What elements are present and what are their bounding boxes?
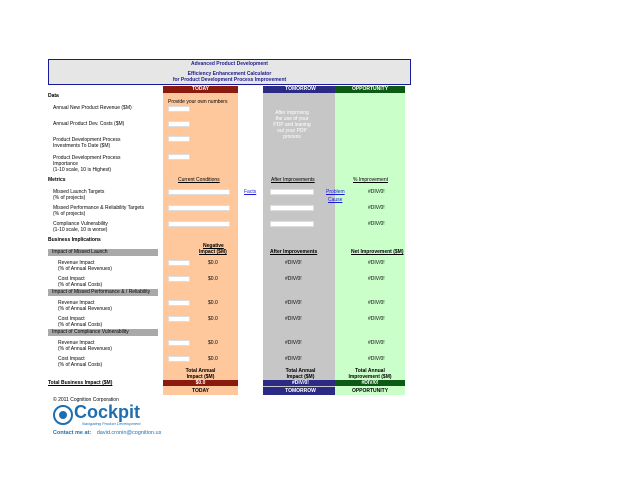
impact-input[interactable] xyxy=(168,316,190,322)
tomorrow-column-header: TOMORROW xyxy=(263,86,338,93)
negative-impact-header-1: Negative xyxy=(203,243,224,249)
impact-after-value: #DIV/0! xyxy=(285,276,302,282)
metric-sublabel: (1-10 scale, 10 is worse) xyxy=(53,227,108,233)
missed-launch-after-input[interactable] xyxy=(270,189,314,195)
metric-sublabel: (% of projects) xyxy=(53,211,86,217)
missed-launch-current-input[interactable] xyxy=(168,189,230,195)
data-label-importance-1: Product Development Process xyxy=(53,155,121,161)
impact-row-label: Revenue Impact xyxy=(58,300,95,306)
investments-input[interactable] xyxy=(168,136,190,142)
opportunity-column xyxy=(335,86,405,395)
contact-email[interactable]: david.cronin@cognition.us xyxy=(96,430,162,436)
after-improvements-header: After Improvements xyxy=(270,249,318,255)
impact-input[interactable] xyxy=(168,276,190,282)
tomorrow-note-line: process xyxy=(283,134,301,140)
impact-value: $0.0 xyxy=(208,316,218,322)
impact-section-header: Impact of Missed Performance & / Reliability xyxy=(48,289,158,296)
impact-row-label: Revenue Impact xyxy=(58,340,95,346)
opportunity-column-header: OPPORTUNITY xyxy=(335,86,405,93)
total-header-line: Total Annual xyxy=(355,368,385,374)
header-line1: Advanced Product Development xyxy=(191,61,268,67)
impact-net-value: #DIV/0! xyxy=(368,260,385,266)
calculator-header xyxy=(48,59,411,85)
header-line3: for Product Development Process Improvement xyxy=(172,77,287,83)
tomorrow-note-line: PDP and leaning xyxy=(273,122,311,128)
negative-impact-header-2: Impact ($M) xyxy=(199,249,227,255)
today-column xyxy=(163,86,238,395)
data-label-investments-1: Product Development Process xyxy=(53,137,121,143)
problem-link[interactable]: Problem xyxy=(326,189,345,195)
impact-value: $0.0 xyxy=(208,260,218,266)
opportunity-footer-label: OPPORTUNITY xyxy=(335,387,405,395)
impact-row-label: Revenue Impact xyxy=(58,260,95,266)
impact-row-sublabel: (% of Annual Costs) xyxy=(58,362,103,368)
impact-input[interactable] xyxy=(168,356,190,362)
impact-row-label: Cost Impact xyxy=(58,356,85,362)
tomorrow-note-line: After improving xyxy=(275,110,309,116)
opportunity-total-value: #DIV/0! xyxy=(335,380,405,386)
cockpit-logo-icon xyxy=(52,405,74,425)
tomorrow-note-line: the use of your xyxy=(275,116,309,122)
total-business-impact-label: Total Business Impact ($M) xyxy=(48,380,113,386)
impact-after-value: #DIV/0! xyxy=(285,356,302,362)
total-header-line: Total Annual xyxy=(285,368,316,374)
impact-value: $0.0 xyxy=(208,300,218,306)
impact-after-value: #DIV/0! xyxy=(285,260,302,266)
compliance-after-input[interactable] xyxy=(270,221,314,227)
cockpit-logo-text: Cockpit xyxy=(74,402,141,422)
tomorrow-note-line: out your PDP xyxy=(277,128,307,134)
impact-section-header: Impact of Missed Launch xyxy=(48,249,158,256)
total-header-line: Improvement ($M) xyxy=(348,374,392,380)
metric-label: Missed Performance & Reliability Targets xyxy=(53,205,145,211)
header-line2: Efficiency Enhancement Calculator xyxy=(187,71,272,77)
impact-row-sublabel: (% of Annual Costs) xyxy=(58,322,103,328)
revenue-input[interactable] xyxy=(168,106,190,112)
tomorrow-note xyxy=(263,110,321,140)
cockpit-logo xyxy=(52,404,152,426)
data-label-costs: Annual Product Dev. Costs ($M) xyxy=(53,121,125,127)
tomorrow-total-header xyxy=(263,368,338,380)
cause-link[interactable]: Cause xyxy=(328,197,343,203)
opportunity-total-header xyxy=(335,368,405,380)
contact-line xyxy=(53,430,161,437)
today-total-header xyxy=(163,368,238,380)
metric-pct-value: #DIV/0! xyxy=(368,221,385,227)
impact-value: $0.0 xyxy=(208,340,218,346)
missed-performance-current-input[interactable] xyxy=(168,205,230,211)
compliance-current-input[interactable] xyxy=(168,221,230,227)
impact-input[interactable] xyxy=(168,340,190,346)
cockpit-tagline: Navigating Product Development xyxy=(82,421,141,426)
impact-row-sublabel: (% of Annual Revenues) xyxy=(58,306,112,312)
impact-net-value: #DIV/0! xyxy=(368,300,385,306)
impact-row-label: Cost Impact xyxy=(58,316,85,322)
total-header-line: Total Annual xyxy=(185,368,216,374)
impact-row-sublabel: (% of Annual Revenues) xyxy=(58,266,112,272)
data-label-importance-3: (1-10 scale, 10 is Highest) xyxy=(53,167,112,173)
total-header-line: Impact ($M) xyxy=(286,374,315,380)
metric-pct-value: #DIV/0! xyxy=(368,205,385,211)
impact-input[interactable] xyxy=(168,260,190,266)
importance-input[interactable] xyxy=(168,154,190,160)
impact-net-value: #DIV/0! xyxy=(368,276,385,282)
current-conditions-header: Current Conditions xyxy=(178,177,220,183)
metric-label: Missed Launch Targets xyxy=(53,189,105,195)
costs-input[interactable] xyxy=(168,121,190,127)
data-label-investments-2: Investments To Date ($M) xyxy=(53,143,111,149)
impact-net-value: #DIV/0! xyxy=(368,316,385,322)
impact-after-value: #DIV/0! xyxy=(285,300,302,306)
copyright: © 2011 Cognition Corporation xyxy=(53,397,119,403)
impact-value: $0.0 xyxy=(208,356,218,362)
tomorrow-footer-label: TOMORROW xyxy=(263,387,338,395)
business-title: Business Implications xyxy=(48,237,101,243)
pct-improvement-header: % Improvement xyxy=(353,177,389,183)
total-header-line: Impact ($M) xyxy=(186,374,215,380)
impact-net-value: #DIV/0! xyxy=(368,340,385,346)
today-footer-label: TODAY xyxy=(163,387,238,395)
impact-row-sublabel: (% of Annual Revenues) xyxy=(58,346,112,352)
impact-after-value: #DIV/0! xyxy=(285,340,302,346)
missed-performance-after-input[interactable] xyxy=(270,205,314,211)
data-label-importance-2: Importance xyxy=(53,161,79,167)
impact-section-header: Impact of Compliance Vulnerability xyxy=(48,329,158,336)
provide-note: Provide your own numbers xyxy=(168,99,228,105)
metric-label: Compliance Vulnerability xyxy=(53,221,108,227)
net-improvement-header: Net Improvement ($M) xyxy=(351,249,404,255)
metrics-title: Metrics xyxy=(48,177,66,183)
data-section-title: Data xyxy=(48,93,59,99)
data-label-revenue: Annual New Product Revenue ($M) xyxy=(53,105,132,111)
impact-row-label: Cost Impact xyxy=(58,276,85,282)
impact-value: $0.0 xyxy=(208,276,218,282)
today-column-header: TODAY xyxy=(163,86,238,93)
impact-input[interactable] xyxy=(168,300,190,306)
tomorrow-total-value: #DIV/0! xyxy=(263,380,338,386)
today-total-value: $0.0 xyxy=(163,380,238,386)
metric-sublabel: (% of projects) xyxy=(53,195,86,201)
metric-pct-value: #DIV/0! xyxy=(368,189,385,195)
facts-link[interactable]: Facts xyxy=(244,189,257,195)
impact-row-sublabel: (% of Annual Costs) xyxy=(58,282,103,288)
impact-after-value: #DIV/0! xyxy=(285,316,302,322)
contact-label: Contact me at: xyxy=(53,430,92,436)
after-improvements-header: After Improvements xyxy=(271,177,315,183)
impact-net-value: #DIV/0! xyxy=(368,356,385,362)
